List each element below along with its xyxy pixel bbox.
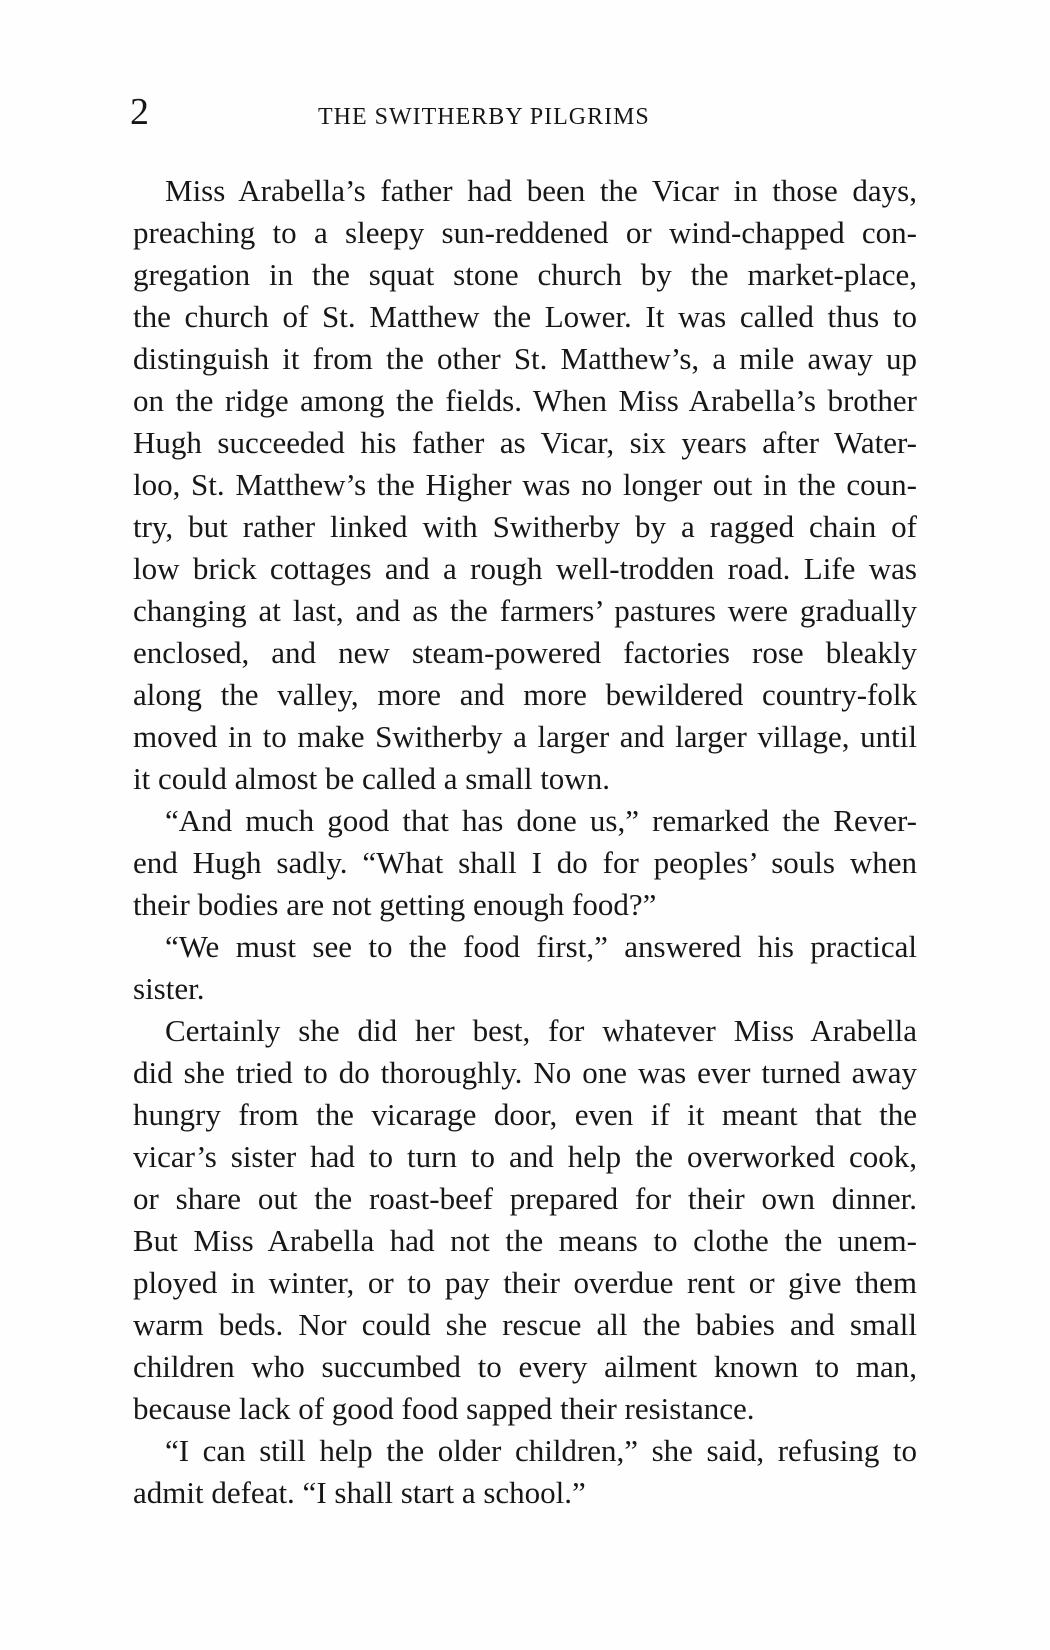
text-line: But Miss Arabella had not the means to clothe the unem- [133,1223,917,1258]
text-line: ployed in winter, or to pay their overdue rent or give them [133,1265,917,1300]
text-line: along the valley, more and more bewildered country-folk [133,677,917,712]
text-line: loo, St. Matthew’s the Higher was no longer out in the coun- [133,467,917,502]
paragraph [133,926,917,1010]
text-line: “And much good that has done us,” remarked the Rever- [165,803,917,838]
text-line: vicar’s sister had to turn to and help the overworked cook, [133,1139,917,1174]
text-line: hungry from the vicarage door, even if it meant that the [133,1097,917,1132]
text-line: or share out the roast-beef prepared for their own dinner. [133,1181,917,1216]
text-line: their bodies are not getting enough food?” [133,887,657,922]
text-line: try, but rather linked with Switherby by a ragged chain of [133,509,917,544]
text-line: gregation in the squat stone church by the market-place, [133,257,917,292]
paragraph [133,1010,917,1430]
text-line: Hugh succeeded his father as Vicar, six years after Water- [133,425,917,460]
text-line: because lack of good food sapped their resistance. [133,1391,755,1426]
text-line: changing at last, and as the farmers’ pastures were gradually [133,593,917,628]
text-line: “I can still help the older children,” she said, refusing to [165,1433,917,1468]
text-line: end Hugh sadly. “What shall I do for peoples’ souls when [133,845,917,880]
text-line: “We must see to the food first,” answered his practical [165,929,917,964]
text-line: Certainly she did her best, for whatever Miss Arabella [165,1013,917,1048]
text-line: children who succumbed to every ailment known to man, [133,1349,917,1384]
paragraph [133,170,917,800]
text-line: admit defeat. “I shall start a school.” [133,1475,586,1510]
text-line: the church of St. Matthew the Lower. It was called thus to [133,299,917,334]
text-line: preaching to a sleepy sun-reddened or wind-chapped con- [133,215,917,250]
text-line: it could almost be called a small town. [133,761,610,796]
text-line: distinguish it from the other St. Matthew’s, a mile away up [133,341,917,376]
paragraph [133,800,917,926]
text-line: Miss Arabella’s father had been the Vicar in those days, [165,173,917,208]
text-line: enclosed, and new steam-powered factories rose bleakly [133,635,917,670]
text-line: did she tried to do thoroughly. No one was ever turned away [133,1055,917,1090]
body-text [133,170,917,1514]
paragraph [133,1430,917,1514]
text-line: warm beds. Nor could she rescue all the babies and small [133,1307,917,1342]
page-number: 2 [130,91,149,133]
text-line: moved in to make Switherby a larger and larger village, until [133,719,917,754]
running-head: THE SWITHERBY PILGRIMS [318,104,650,130]
text-line: low brick cottages and a rough well-trodden road. Life was [133,551,917,586]
text-line: on the ridge among the fields. When Miss Arabella’s brother [133,383,917,418]
text-line: sister. [133,971,205,1006]
